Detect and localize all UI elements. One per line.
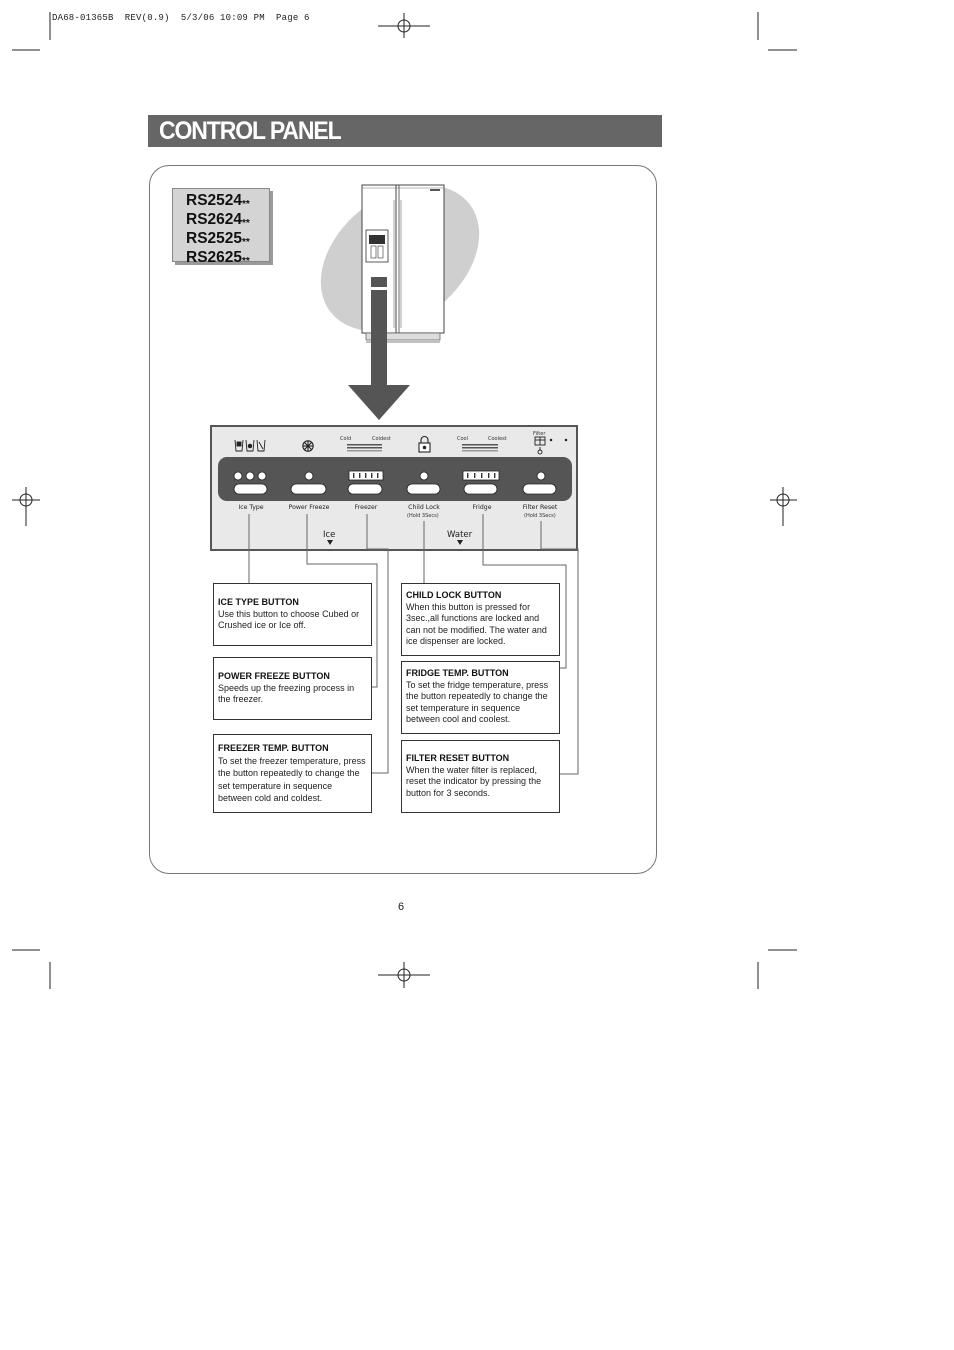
callout-body: To set the fridge temperature, press the button repeatedly to change the set temperature in sequence between cool and coolest. — [406, 679, 549, 725]
ice-section-label: Ice — [323, 530, 336, 540]
callout-body: Speeds up the freezing process in the freezer. — [218, 682, 355, 705]
callout-title: POWER FREEZE BUTTON — [218, 671, 330, 681]
filter-reset-callout — [401, 740, 560, 813]
callout-title: FRIDGE TEMP. BUTTON — [406, 668, 509, 678]
callout-body: When the water filter is replaced, reset the indicator by pressing the button for 3 seconds. — [406, 764, 542, 798]
callout-title: FREEZER TEMP. BUTTON — [218, 743, 329, 753]
filter-reset-hold-label: (Hold 3Secs) — [524, 513, 556, 519]
model-item: RS2524** — [186, 192, 250, 210]
model-item: RS2624** — [186, 211, 250, 229]
ice-type-callout — [213, 583, 372, 646]
callout-title: ICE TYPE BUTTON — [218, 597, 299, 607]
child-lock-hold-label: (Hold 3Secs) — [407, 513, 439, 519]
fridge-label: Fridge — [472, 504, 492, 511]
page-number: 6 — [398, 901, 405, 913]
callout-body: Use this button to choose Cubed or Crushed ice or Ice off. — [218, 608, 360, 631]
child-lock-label: Child Lock — [408, 504, 440, 511]
freezer-label: Freezer — [354, 504, 378, 511]
callout-body: To set the freezer temperature, press the button repeatedly to change the set temperature in sequence between cold and coldest. — [218, 755, 366, 804]
filter-reset-label: Filter Reset — [522, 504, 558, 511]
freezer-temp-callout — [213, 734, 372, 813]
page-title: CONTROL PANEL — [159, 117, 341, 145]
freezer-coldest-label: Coldest — [372, 436, 391, 442]
model-item: RS2625** — [186, 249, 250, 267]
callout-title: FILTER RESET BUTTON — [406, 753, 510, 763]
filter-label: Filter — [533, 431, 546, 437]
callout-body: When this button is pressed for 3sec.,all functions are locked and can not be modified. The water and ice dispenser are locked. — [406, 601, 547, 647]
callout-title: CHILD LOCK BUTTON — [406, 590, 502, 600]
model-item: RS2525** — [186, 230, 250, 248]
child-lock-callout — [401, 583, 560, 656]
power-freeze-label: Power Freeze — [288, 504, 330, 511]
power-freeze-callout — [213, 657, 372, 720]
fridge-coolest-label: Coolest — [488, 436, 507, 442]
print-header: DA68-01365B REV(0.9) 5/3/06 10:09 PM Page 6 — [52, 13, 310, 23]
water-section-label: Water — [447, 530, 473, 540]
fridge-cool-label: Cool — [457, 436, 468, 442]
fridge-temp-callout — [401, 661, 560, 734]
ice-type-label: Ice Type — [238, 504, 264, 511]
freezer-cold-label: Cold — [340, 436, 352, 442]
